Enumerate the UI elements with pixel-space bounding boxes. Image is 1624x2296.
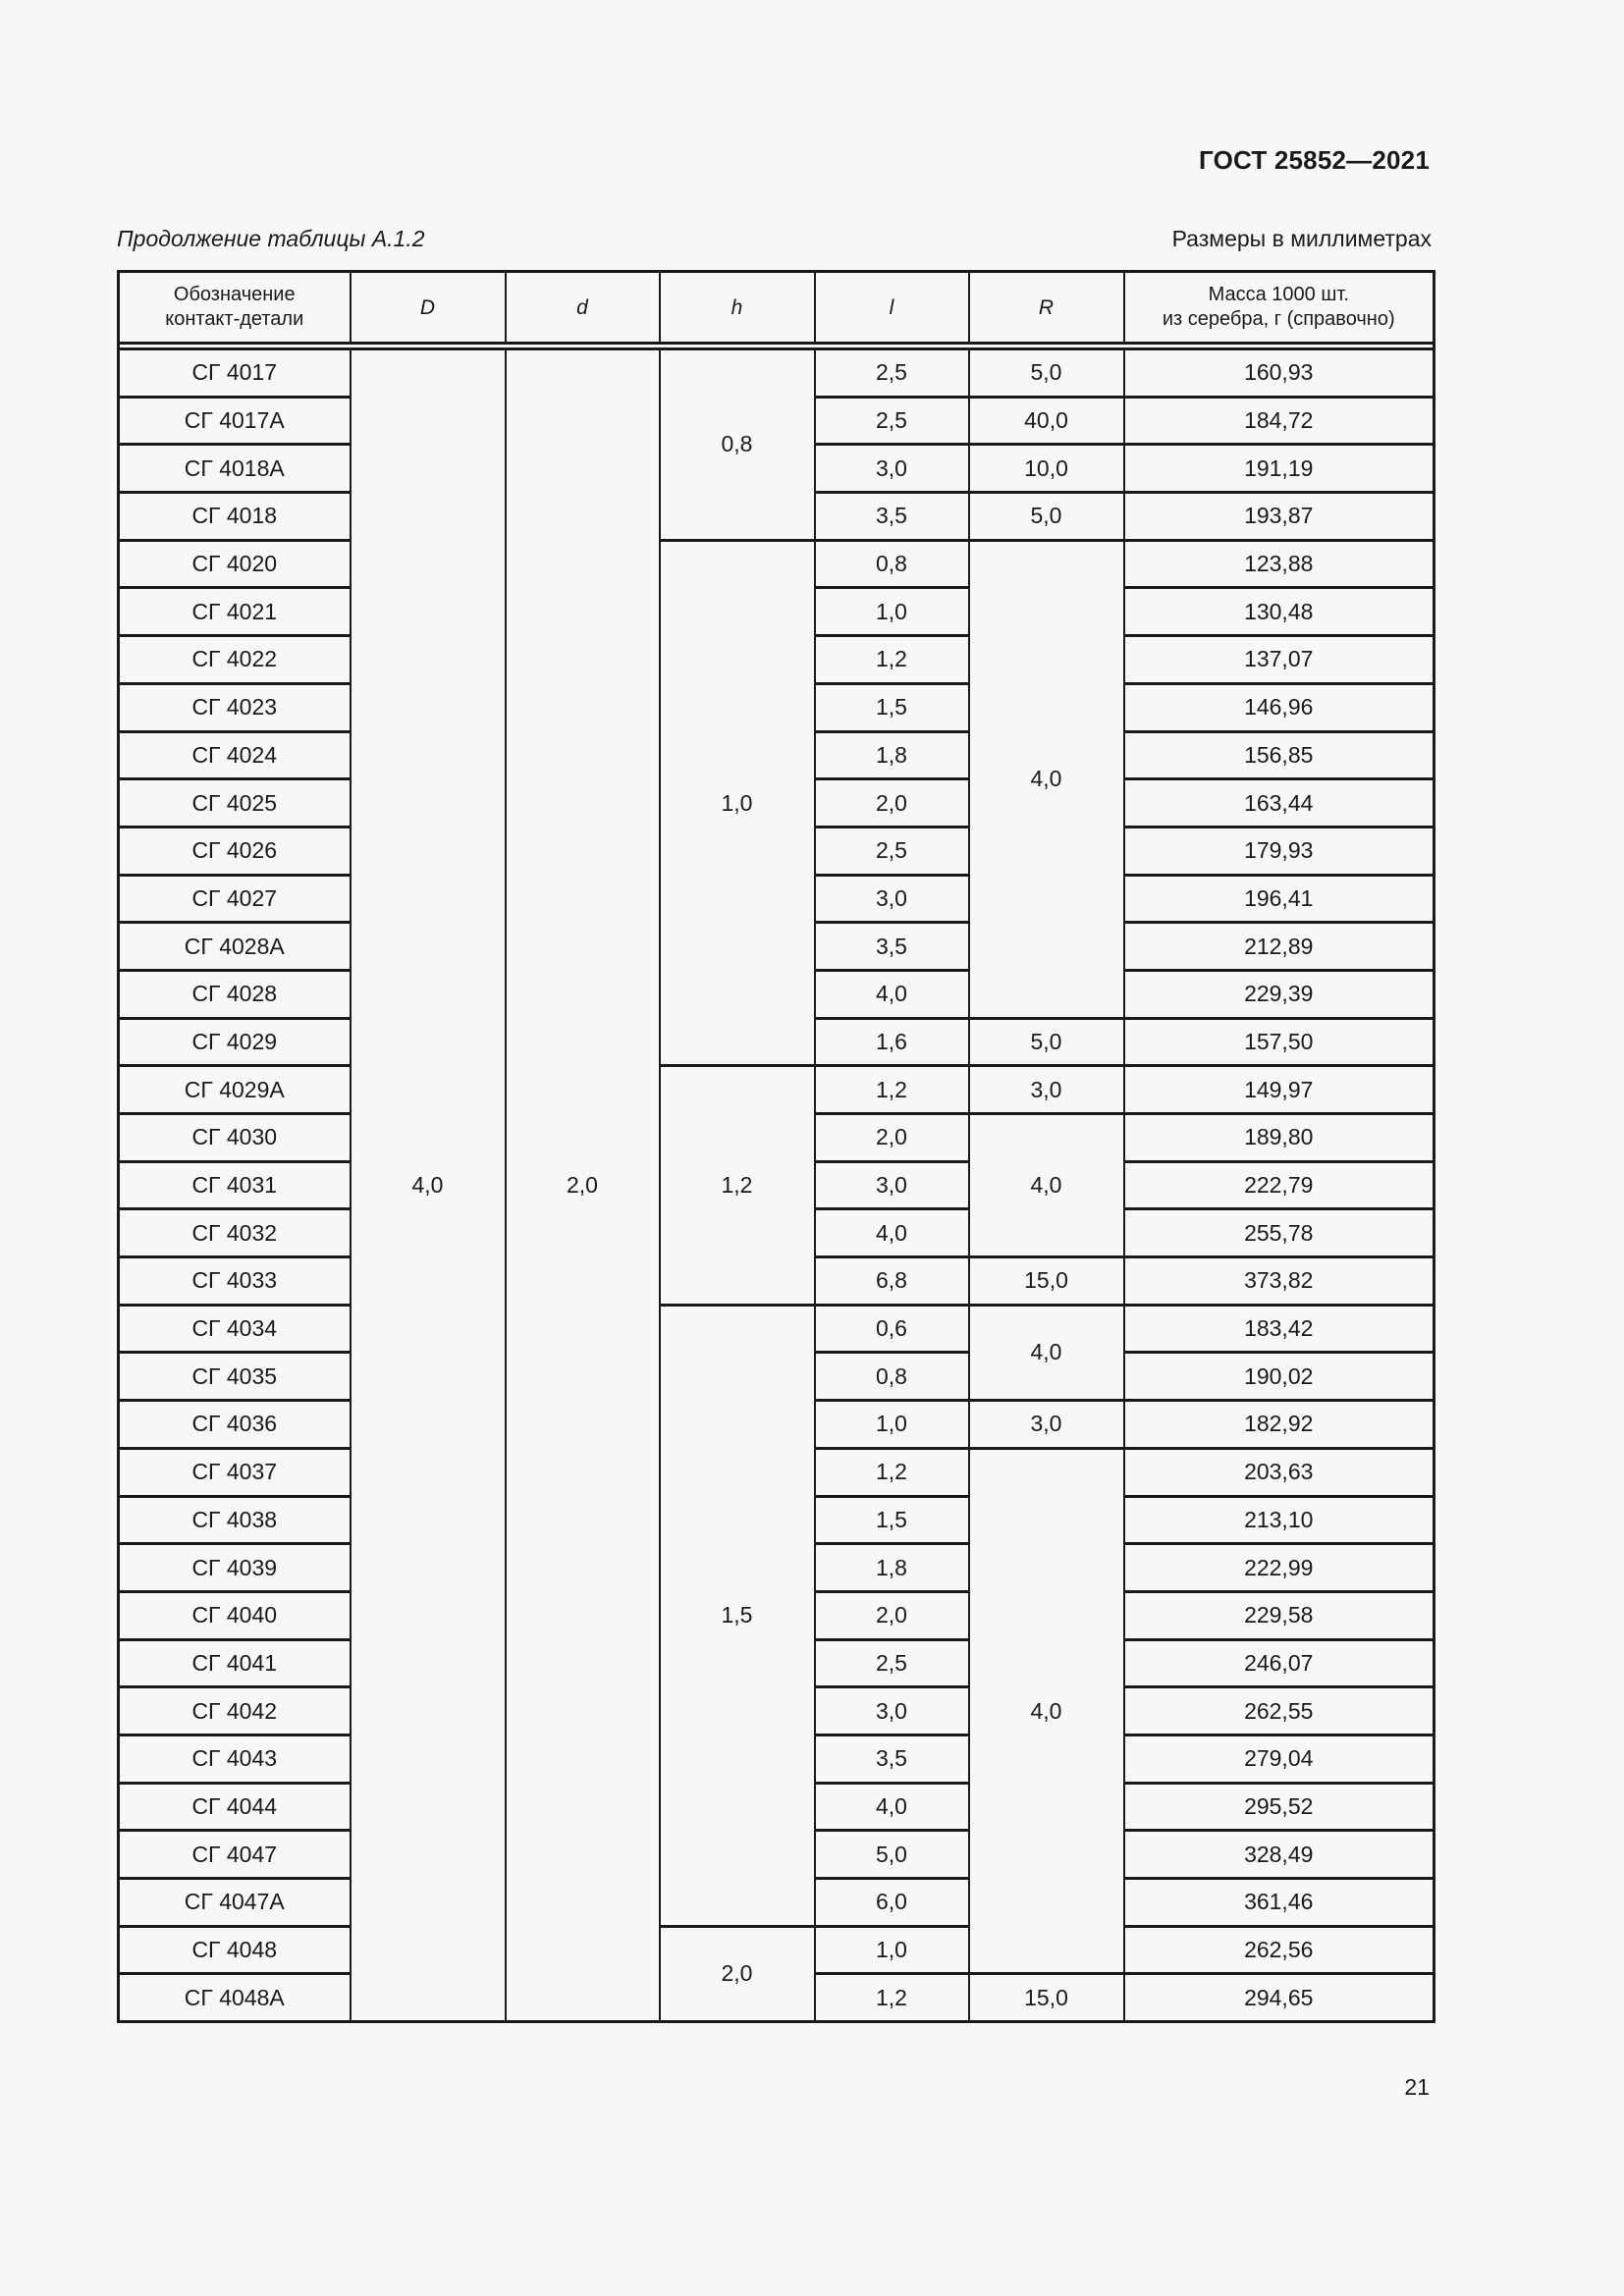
cell-mass: 163,44 <box>1124 779 1435 828</box>
header-h: h <box>660 272 815 344</box>
cell-designation: СГ 4025 <box>119 779 351 828</box>
cell-l: 1,5 <box>815 1496 969 1544</box>
cell-designation: СГ 4048 <box>119 1926 351 1974</box>
cell-mass: 160,93 <box>1124 349 1435 398</box>
cell-mass: 255,78 <box>1124 1209 1435 1257</box>
cell-designation: СГ 4042 <box>119 1687 351 1735</box>
cell-R: 10,0 <box>969 445 1124 493</box>
cell-mass: 212,89 <box>1124 923 1435 971</box>
cell-R: 4,0 <box>969 540 1124 1018</box>
cell-designation: СГ 4035 <box>119 1353 351 1401</box>
cell-mass: 262,56 <box>1124 1926 1435 1974</box>
cell-mass: 184,72 <box>1124 397 1435 445</box>
cell-mass: 196,41 <box>1124 875 1435 923</box>
header-d: d <box>506 272 660 344</box>
cell-l: 2,0 <box>815 1114 969 1162</box>
cell-mass: 203,63 <box>1124 1448 1435 1496</box>
cell-l: 1,6 <box>815 1018 969 1066</box>
cell-l: 3,5 <box>815 923 969 971</box>
cell-designation: СГ 4020 <box>119 540 351 588</box>
cell-designation: СГ 4023 <box>119 683 351 731</box>
document-code: ГОСТ 25852—2021 <box>1199 145 1430 175</box>
cell-R: 4,0 <box>969 1305 1124 1400</box>
cell-l: 5,0 <box>815 1831 969 1879</box>
table-row <box>119 1305 1435 1353</box>
cell-designation: СГ 4031 <box>119 1161 351 1209</box>
cell-R: 3,0 <box>969 1401 1124 1449</box>
cell-l: 0,8 <box>815 540 969 588</box>
cell-l: 1,2 <box>815 1066 969 1114</box>
units-caption: Размеры в миллиметрах <box>1171 226 1432 251</box>
cell-mass: 229,58 <box>1124 1591 1435 1639</box>
cell-l: 3,0 <box>815 1161 969 1209</box>
cell-h: 2,0 <box>660 1926 815 2021</box>
page-number: 21 <box>1404 2074 1430 2100</box>
cell-designation: СГ 4028А <box>119 923 351 971</box>
cell-designation: СГ 4034 <box>119 1305 351 1353</box>
cell-mass: 123,88 <box>1124 540 1435 588</box>
cell-designation: СГ 4029 <box>119 1018 351 1066</box>
cell-designation: СГ 4048А <box>119 1974 351 2022</box>
header-designation-line2: контакт-детали <box>165 308 304 330</box>
cell-mass: 157,50 <box>1124 1018 1435 1066</box>
header-designation <box>119 272 351 344</box>
cell-designation: СГ 4017 <box>119 349 351 398</box>
table-row <box>119 1066 1435 1114</box>
cell-mass: 373,82 <box>1124 1257 1435 1306</box>
cell-h: 0,8 <box>660 349 815 541</box>
cell-designation: СГ 4040 <box>119 1591 351 1639</box>
cell-D: 4,0 <box>351 349 506 2022</box>
cell-designation: СГ 4029А <box>119 1066 351 1114</box>
cell-mass: 213,10 <box>1124 1496 1435 1544</box>
header-mass-line2: из серебра, г (справочно) <box>1162 308 1395 330</box>
cell-designation: СГ 4017А <box>119 397 351 445</box>
cell-l: 2,5 <box>815 827 969 875</box>
cell-l: 4,0 <box>815 1783 969 1831</box>
cell-l: 1,5 <box>815 683 969 731</box>
cell-l: 2,0 <box>815 1591 969 1639</box>
cell-R: 15,0 <box>969 1974 1124 2022</box>
cell-l: 3,5 <box>815 1735 969 1783</box>
cell-designation: СГ 4036 <box>119 1401 351 1449</box>
cell-R: 15,0 <box>969 1257 1124 1306</box>
cell-designation: СГ 4044 <box>119 1783 351 1831</box>
header-designation-line1: Обозначение <box>173 284 296 305</box>
cell-mass: 183,42 <box>1124 1305 1435 1353</box>
cell-designation: СГ 4039 <box>119 1544 351 1592</box>
cell-h: 1,2 <box>660 1066 815 1305</box>
cell-l: 0,8 <box>815 1353 969 1401</box>
table-row <box>119 1926 1435 1974</box>
cell-l: 2,0 <box>815 779 969 828</box>
cell-mass: 146,96 <box>1124 683 1435 731</box>
cell-l: 1,2 <box>815 1448 969 1496</box>
cell-R: 5,0 <box>969 493 1124 541</box>
cell-l: 3,0 <box>815 1687 969 1735</box>
cell-mass: 156,85 <box>1124 731 1435 779</box>
cell-designation: СГ 4027 <box>119 875 351 923</box>
cell-designation: СГ 4041 <box>119 1639 351 1687</box>
cell-mass: 229,39 <box>1124 970 1435 1018</box>
cell-mass: 262,55 <box>1124 1687 1435 1735</box>
cell-designation: СГ 4038 <box>119 1496 351 1544</box>
cell-l: 3,0 <box>815 875 969 923</box>
cell-l: 1,0 <box>815 588 969 636</box>
table-continuation-caption: Продолжение таблицы А.1.2 <box>117 226 425 251</box>
cell-mass: 190,02 <box>1124 1353 1435 1401</box>
header-mass-line1: Масса 1000 шт. <box>1208 284 1349 305</box>
header-R: R <box>969 272 1124 344</box>
cell-l: 1,0 <box>815 1401 969 1449</box>
cell-h: 1,5 <box>660 1305 815 1926</box>
cell-mass: 222,79 <box>1124 1161 1435 1209</box>
cell-designation: СГ 4032 <box>119 1209 351 1257</box>
table-row <box>119 540 1435 588</box>
cell-R: 5,0 <box>969 349 1124 398</box>
cell-designation: СГ 4047 <box>119 1831 351 1879</box>
table-header-row <box>119 272 1435 344</box>
cell-designation: СГ 4030 <box>119 1114 351 1162</box>
cell-mass: 294,65 <box>1124 1974 1435 2022</box>
cell-mass: 149,97 <box>1124 1066 1435 1114</box>
cell-mass: 279,04 <box>1124 1735 1435 1783</box>
cell-l: 6,0 <box>815 1879 969 1927</box>
cell-designation: СГ 4026 <box>119 827 351 875</box>
cell-l: 2,5 <box>815 1639 969 1687</box>
cell-R: 4,0 <box>969 1448 1124 1974</box>
cell-designation: СГ 4022 <box>119 636 351 684</box>
cell-mass: 361,46 <box>1124 1879 1435 1927</box>
cell-R: 5,0 <box>969 1018 1124 1066</box>
cell-l: 1,0 <box>815 1926 969 1974</box>
cell-designation: СГ 4037 <box>119 1448 351 1496</box>
cell-designation: СГ 4018А <box>119 445 351 493</box>
cell-l: 2,5 <box>815 349 969 398</box>
cell-designation: СГ 4024 <box>119 731 351 779</box>
cell-l: 0,6 <box>815 1305 969 1353</box>
table-row <box>119 349 1435 398</box>
cell-designation: СГ 4028 <box>119 970 351 1018</box>
cell-mass: 182,92 <box>1124 1401 1435 1449</box>
cell-l: 4,0 <box>815 1209 969 1257</box>
cell-h: 1,0 <box>660 540 815 1066</box>
cell-l: 6,8 <box>815 1257 969 1306</box>
cell-mass: 189,80 <box>1124 1114 1435 1162</box>
cell-l: 3,0 <box>815 445 969 493</box>
cell-mass: 130,48 <box>1124 588 1435 636</box>
cell-l: 1,2 <box>815 636 969 684</box>
cell-designation: СГ 4018 <box>119 493 351 541</box>
header-D: D <box>351 272 506 344</box>
cell-l: 1,2 <box>815 1974 969 2022</box>
cell-R: 3,0 <box>969 1066 1124 1114</box>
contact-parts-table <box>117 270 1435 2023</box>
cell-mass: 191,19 <box>1124 445 1435 493</box>
cell-mass: 193,87 <box>1124 493 1435 541</box>
cell-designation: СГ 4047А <box>119 1879 351 1927</box>
cell-designation: СГ 4043 <box>119 1735 351 1783</box>
header-mass <box>1124 272 1435 344</box>
cell-l: 1,8 <box>815 1544 969 1592</box>
cell-R: 40,0 <box>969 397 1124 445</box>
cell-l: 1,8 <box>815 731 969 779</box>
cell-l: 3,5 <box>815 493 969 541</box>
cell-designation: СГ 4021 <box>119 588 351 636</box>
cell-l: 4,0 <box>815 970 969 1018</box>
cell-mass: 246,07 <box>1124 1639 1435 1687</box>
cell-mass: 295,52 <box>1124 1783 1435 1831</box>
header-l: l <box>815 272 969 344</box>
cell-d: 2,0 <box>506 349 660 2022</box>
cell-mass: 328,49 <box>1124 1831 1435 1879</box>
cell-R: 4,0 <box>969 1114 1124 1257</box>
cell-l: 2,5 <box>815 397 969 445</box>
cell-mass: 222,99 <box>1124 1544 1435 1592</box>
cell-mass: 179,93 <box>1124 827 1435 875</box>
cell-mass: 137,07 <box>1124 636 1435 684</box>
cell-designation: СГ 4033 <box>119 1257 351 1306</box>
